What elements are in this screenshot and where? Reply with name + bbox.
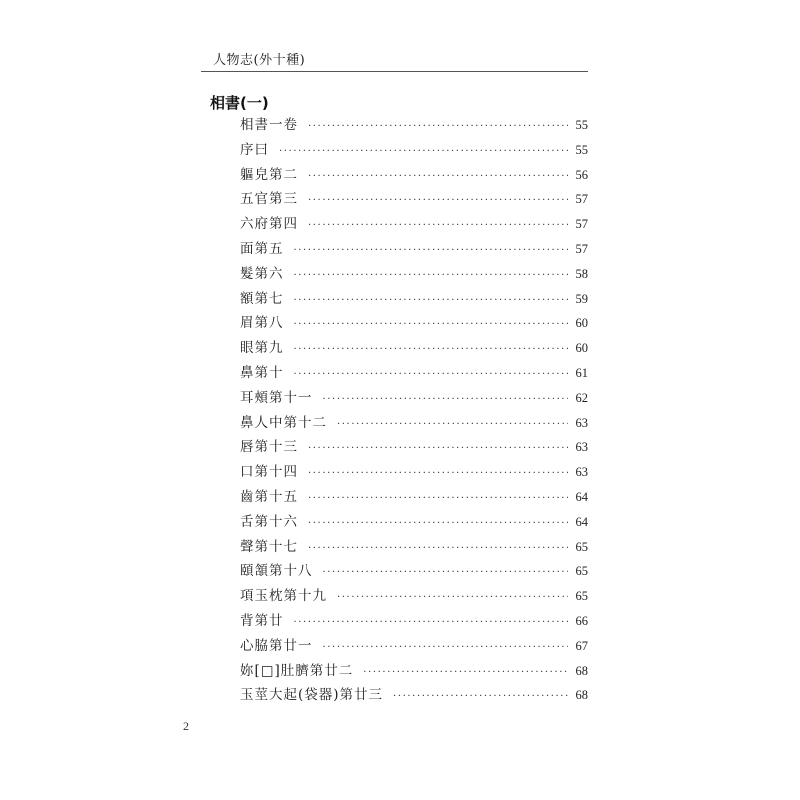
toc-entry-title: 額第七 [240, 290, 284, 307]
toc-entry-page: 65 [575, 539, 588, 554]
toc-entry-page: 64 [575, 489, 588, 504]
dot-leader [337, 419, 568, 430]
dot-leader [323, 642, 568, 653]
toc-entry [240, 262, 588, 287]
dot-leader [308, 443, 568, 454]
toc-entry [240, 361, 588, 386]
toc-entry-title: 髮第六 [240, 265, 284, 282]
toc-entry [240, 609, 588, 634]
toc-entry [240, 163, 588, 188]
toc-entry-page: 56 [575, 167, 588, 182]
toc-entry-title: 鼻人中第十二 [240, 414, 327, 431]
toc-entry-page: 61 [575, 365, 588, 380]
toc-entry-title: 眼第九 [240, 340, 284, 357]
toc-entry-page: 60 [575, 341, 588, 356]
dot-leader [294, 245, 568, 256]
dot-leader [279, 146, 568, 157]
dot-leader [308, 220, 568, 231]
toc-entry-title: 聲第十七 [240, 538, 298, 555]
dot-leader [308, 121, 568, 132]
toc-entry-page: 55 [575, 118, 588, 132]
toc-entry-page: 57 [575, 217, 588, 232]
toc-entry [240, 237, 588, 262]
toc-entry-title: 齒第十五 [240, 488, 298, 505]
dot-leader [308, 543, 568, 554]
toc-entry [240, 584, 588, 609]
dot-leader [294, 295, 568, 306]
toc-entry [240, 386, 588, 411]
dot-leader [308, 518, 568, 529]
toc-entry-page: 60 [575, 316, 588, 331]
dot-leader [363, 667, 567, 678]
toc-entry [240, 535, 588, 560]
toc-entry-page: 58 [575, 266, 588, 281]
dot-leader [308, 468, 568, 479]
toc-entry [240, 411, 588, 436]
toc-entry-title: 軀皃第二 [240, 166, 298, 183]
toc-entry-page: 65 [575, 589, 588, 604]
toc-entry-title: 六府第四 [240, 216, 298, 233]
toc-entry-title: 面第五 [240, 240, 284, 257]
toc-entry-page: 68 [575, 663, 588, 678]
dot-leader [294, 319, 568, 330]
dot-leader [337, 592, 568, 603]
dot-leader [323, 394, 568, 405]
toc-entry-title: 眉第八 [240, 315, 284, 332]
dot-leader [294, 617, 568, 628]
toc-entry-title: 背第廿 [240, 612, 284, 629]
toc-entry [240, 659, 588, 684]
toc-entry-page: 63 [575, 440, 588, 455]
toc-entry [240, 634, 588, 659]
toc-entry-title: 口第十四 [240, 464, 298, 481]
toc-entry [240, 336, 588, 361]
toc-entry-title: 項玉枕第十九 [240, 588, 327, 605]
toc-entry-page: 55 [575, 142, 588, 157]
toc-entry-page: 57 [575, 192, 588, 207]
dot-leader [393, 691, 567, 702]
toc-entry-page: 66 [575, 613, 588, 628]
table-of-contents [240, 113, 588, 708]
dot-leader [294, 270, 568, 281]
toc-entry-page: 68 [575, 688, 588, 703]
toc-entry-title: 玉莖大起(袋器)第廿三 [240, 687, 384, 704]
toc-entry-title: 舌第十六 [240, 513, 298, 530]
toc-entry [240, 683, 588, 708]
toc-entry-page: 57 [575, 241, 588, 256]
toc-entry [240, 212, 588, 237]
dot-leader [323, 567, 568, 578]
toc-entry-title: 鼻第十 [240, 364, 284, 381]
toc-entry [240, 510, 588, 535]
toc-entry-title: 序曰 [240, 141, 269, 158]
toc-entry-title: 頤頷第十八 [240, 563, 313, 580]
toc-entry-title: 唇第十三 [240, 439, 298, 456]
toc-entry-page: 63 [575, 465, 588, 480]
dot-leader [294, 369, 568, 380]
toc-entry [240, 485, 588, 510]
toc-entry [240, 435, 588, 460]
toc-entry [240, 311, 588, 336]
toc-entry-page: 59 [575, 291, 588, 306]
toc-entry-title: 心脇第廿一 [240, 637, 313, 654]
toc-entry [240, 460, 588, 485]
toc-entry-page: 63 [575, 415, 588, 430]
toc-entry-page: 67 [575, 638, 588, 653]
dot-leader [308, 195, 568, 206]
toc-entry-page: 65 [575, 564, 588, 579]
page-number: 2 [183, 719, 189, 733]
toc-entry [240, 287, 588, 312]
toc-entry [240, 113, 588, 138]
dot-leader [308, 171, 568, 182]
toc-entry-title: 五官第三 [240, 191, 298, 208]
dot-leader [308, 493, 568, 504]
header-rule [201, 71, 588, 72]
running-head: 人物志(外十種) [213, 53, 306, 68]
toc-entry-page: 62 [575, 390, 588, 405]
toc-entry [240, 559, 588, 584]
toc-entry-page: 64 [575, 514, 588, 529]
dot-leader [294, 344, 568, 355]
toc-entry-title: 妳[□]肚臍第廿二 [240, 662, 354, 679]
toc-entry [240, 187, 588, 212]
toc-entry [240, 138, 588, 163]
toc-entry-title: 相書一卷 [240, 117, 298, 133]
section-title: 相書(一) [210, 94, 269, 112]
toc-entry-title: 耳頰第十一 [240, 389, 313, 406]
